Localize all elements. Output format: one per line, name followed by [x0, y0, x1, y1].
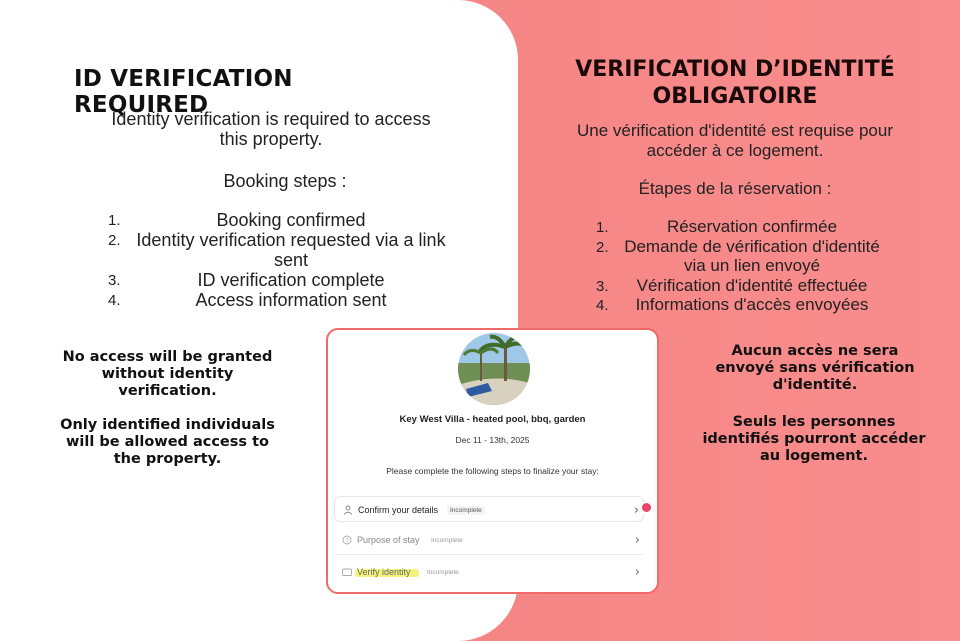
list-item: [596, 276, 886, 296]
step-number: 2.: [596, 238, 609, 256]
step-text: Access information sent: [195, 290, 387, 310]
purpose-of-stay-row[interactable]: [334, 527, 644, 555]
chevron-right-icon: ›: [634, 565, 640, 580]
english-intro: Identity verification is required to access this property.: [111, 109, 431, 149]
step-text: Vérification d'identité effectuée: [636, 275, 868, 295]
status-badge: Incomplete: [431, 537, 463, 544]
english-note-identified-only: Only identified individuals will be allowed access to the property.: [60, 417, 275, 467]
chevron-right-icon: ›: [633, 503, 639, 518]
step-number: 3.: [108, 272, 121, 289]
stay-dates: Dec 11 - 13th, 2025: [455, 435, 530, 445]
french-intro: Une vérification d'identité est requise pour accéder à ce logement.: [576, 121, 894, 160]
verify-identity-row[interactable]: [334, 559, 644, 587]
id-card-icon: [342, 567, 352, 577]
row-label: Verify identity: [357, 567, 411, 577]
english-note-no-access: No access will be granted without identity verification.: [62, 349, 273, 399]
step-number: 3.: [596, 277, 609, 295]
listing-title: Key West Villa - heated pool, bbq, garden: [399, 414, 586, 425]
list-item: [596, 217, 886, 237]
list-item: [108, 210, 448, 230]
step-number: 1.: [596, 219, 609, 236]
instructions-text: Please complete the following steps to finalize your stay:: [386, 466, 599, 476]
english-title: ID VERIFICATION REQUIRED: [74, 66, 293, 118]
booking-screenshot-card: [326, 328, 659, 594]
pointer-dot: [640, 501, 653, 514]
question-circle-icon: [342, 535, 352, 545]
list-item: [108, 270, 448, 290]
step-number: 2.: [108, 232, 121, 249]
step-text: Identity verification requested via a link sent: [136, 230, 446, 270]
step-text: Booking confirmed: [216, 210, 366, 230]
step-text: Demande de vérification d'identité via un lien envoyé: [624, 236, 880, 275]
english-steps-heading: Booking steps :: [223, 171, 347, 191]
status-badge: Incomplete: [427, 569, 459, 576]
french-note-no-access: Aucun accès ne sera envoyé sans vérification d'identité.: [715, 343, 915, 393]
step-text: Informations d'accès envoyées: [635, 295, 869, 314]
status-badge: Incomplete: [447, 506, 485, 515]
confirm-details-row[interactable]: [334, 496, 644, 522]
step-number: 4.: [108, 292, 121, 309]
row-label: Confirm your details: [358, 505, 439, 515]
french-note-identified-only: Seuls les personnes identifiés pourront accéder au logement.: [702, 414, 926, 464]
list-item: [108, 230, 448, 270]
step-number: 4.: [596, 297, 609, 314]
svg-text:?: ?: [345, 538, 349, 545]
chevron-right-icon: ›: [634, 533, 640, 548]
property-photo: [458, 333, 530, 405]
step-text: Réservation confirmée: [666, 217, 838, 236]
person-icon: [343, 505, 353, 515]
french-steps-heading: Étapes de la réservation :: [638, 179, 832, 198]
list-item: [596, 237, 886, 276]
english-steps-list: [108, 210, 448, 310]
step-text: ID verification complete: [197, 270, 385, 290]
french-steps-list: [596, 217, 886, 315]
row-label: Purpose of stay: [357, 535, 420, 545]
step-number: 1.: [108, 212, 121, 229]
french-title: VERIFICATION D’IDENTITÉ OBLIGATOIRE: [575, 57, 895, 109]
list-item: [108, 290, 448, 310]
list-item: [596, 295, 886, 315]
